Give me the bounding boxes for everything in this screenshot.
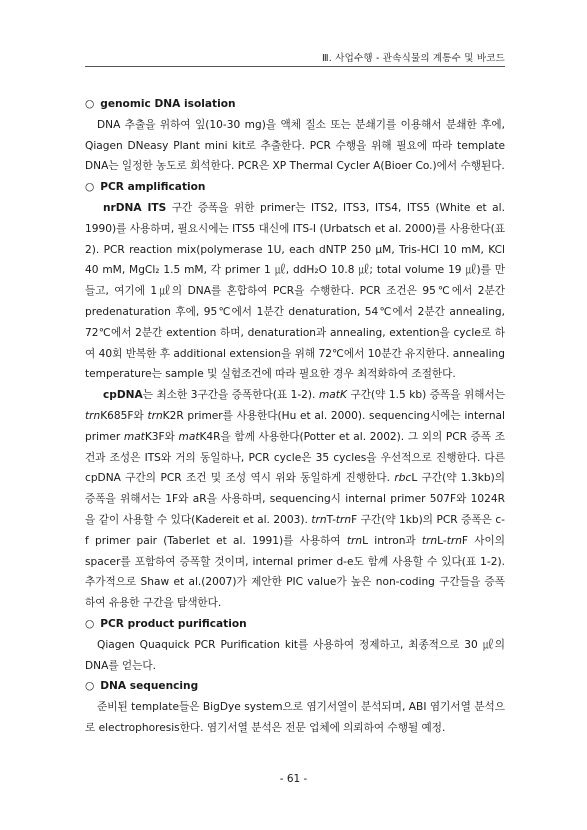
text-run: 구간(약 1.5 kb) 증폭을 위해서는 (346, 389, 505, 402)
bullet-circle: ○ (85, 617, 95, 630)
bullet-circle: ○ (85, 181, 95, 194)
section-heading-pcr-amplification (85, 177, 505, 198)
gene-name: trn (85, 409, 101, 422)
text-run: 는 최소한 3구간을 증폭한다(표 1-2). (142, 389, 319, 402)
paragraph-nrdna-its (85, 198, 505, 385)
text-run: L 구간(약 1.3kb)의 증폭을 위해서는 1F와 aR을 사용하며, sequencing시 internal primer 507F와 1024R을 같이 사용할 수 있다(Kadereit et al. 2003). (85, 472, 505, 526)
paragraph-cpdna (85, 385, 505, 614)
text-run: F 구간(약 1kb)의 PCR 증폭은 c-f primer pair (Taberlet et al. 1991)를 사용하여 (85, 513, 505, 547)
text-run: L- (437, 534, 447, 547)
bold-term: nrDNA ITS (103, 201, 167, 214)
bullet-circle: ○ (85, 98, 95, 110)
gene-name: trn (335, 513, 352, 526)
gene-name: trn (311, 513, 327, 526)
gene-name: matK (318, 389, 347, 402)
section-heading-pcr-purification (85, 614, 505, 635)
section-title: genomic DNA isolation (100, 98, 236, 110)
gene-name: trn (147, 409, 163, 422)
running-header: Ⅲ. 사업수행 - 관속식물의 계통수 및 바코드 (322, 53, 505, 64)
section-heading-dna-sequencing (85, 676, 505, 697)
gene-name: trn (421, 534, 438, 547)
text-run: L intron과 (362, 534, 422, 547)
text-run: T- (326, 513, 336, 526)
text-run: K685F와 (100, 409, 148, 422)
paragraph-sequencing: 준비된 template들은 BigDye system으로 염기서열이 분석되며, ABI 염기서열 분석으로 electrophoresis한다. 염기서열 분석은 전문 업체에 의뢰하여 수행될 예정. (85, 701, 505, 734)
section-title: PCR product purification (100, 617, 247, 630)
gene-name: trn (446, 534, 462, 547)
text-run: F 사이의 spacer를 포함하여 증폭할 것이며, internal primer d-e도 함께 사용할 수 있다(표 1-2). 추가적으로 Shaw et al.(2007)가 제안한 PIC value가 높은 non-coding 구간들을 증폭하여 유용한 구간을 탐색한다. (85, 534, 505, 610)
gene-name: trn (346, 534, 363, 547)
page-number: - 61 - (279, 773, 308, 785)
paragraph-text: 구간 증폭을 위한 primer는 ITS2, ITS3, ITS4, ITS5 (White et al. 1990)를 사용하며, 필요시에는 ITS5 대신에 ITS-I (Urbatsch et al. 2000)를 사용한다(표 2). PCR reaction mix(polymerase 1U, each dNTP 250 μM, Tris-HCl 10 mM, KCl 40 mM, MgCl₂ 1.5 mM, 각 primer 1 ㎕, ddH₂O 10.8 ㎕; total volume 19 ㎕)를 만들고, 여기에 1㎕의 DNA를 혼합하여 PCR을 수행한다. PCR 조건은 95℃에서 2분간 predenaturation 후에, 95℃에서 1분간 denaturation, 54℃에서 2분간 annealing, 72℃에서 2분간 extention 하며, denaturation과 annealing, extention을 cycle로 하여 40회 반복한 후 additional extension을 위해 72℃에서 10분간 유지한다. annealing temperature는 sample 및 실험조건에 따라 필요한 경우 최적화하여 조절한다. (85, 201, 505, 381)
section-title: DNA sequencing (100, 680, 199, 693)
page-body (85, 94, 505, 739)
gene-name: rbc (394, 472, 412, 485)
header-rule (85, 66, 505, 67)
bullet-circle: ○ (85, 680, 95, 693)
gene-name: mat (178, 430, 200, 443)
paragraph-purification: Qiagen Quaquick PCR Purification kit를 사용하여 정제하고, 최종적으로 30 ㎕의 DNA를 얻는다. (85, 638, 505, 672)
text-run: K3F와 (144, 430, 179, 443)
gene-name: mat (123, 430, 145, 443)
bold-term: cpDNA (103, 389, 143, 402)
section-title: PCR amplification (100, 181, 206, 194)
section-heading-genomic-dna (85, 94, 505, 115)
paragraph-dna-isolation: DNA 추출을 위하여 잎(10-30 mg)을 액체 질소 또는 분쇄기를 이용해서 분쇄한 후에, Qiagen DNeasy Plant mini kit로 추출한다. PCR 수행을 위해 필요에 따라 template DNA는 일정한 농도로 희석한다. PCR은 XP Thermal Cycler A(Bioer Co.)에서 수행된다. (85, 118, 505, 173)
text-run: K4R을 함께 사용한다(Potter et al. 2002). 그 외의 PCR 증폭 조건과 조성은 ITS와 거의 동일하나, PCR cycle은 35 cycles을 우선적으로 진행한다. 다른 cpDNA 구간의 PCR 조건 및 조성 역시 위와 동일하게 진행한다. (85, 430, 505, 485)
text-run: K2R primer를 사용한다(Hu et al. 2000). sequencing시에는 internal primer (85, 409, 505, 443)
